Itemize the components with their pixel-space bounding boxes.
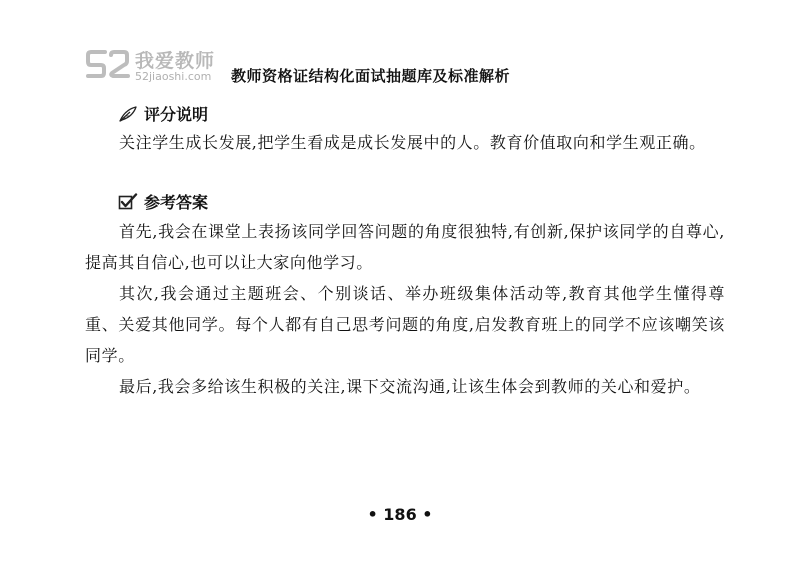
answer-paragraph-3: 最后,我会多给该生积极的关注,课下交流沟通,让该生体会到教师的关心和爱护。 <box>119 377 701 396</box>
scoring-paragraph: 关注学生成长发展,把学生看成是成长发展中的人。教育价值取向和学生观正确。 <box>119 133 706 152</box>
logo-url: 52jiaoshi.com <box>135 70 212 83</box>
page-header <box>85 44 725 94</box>
page-number: • 186 • <box>367 505 433 524</box>
site-logo <box>85 44 225 84</box>
logo-mark-icon <box>85 48 131 80</box>
answer-heading <box>118 190 208 213</box>
scoring-heading-label: 评分说明 <box>144 105 209 124</box>
answer-paragraph-1: 首先,我会在课堂上表扬该同学回答问题的角度很独特,有创新,保护该同学的自尊心,提高其自信心,也可以让大家向他学习。 <box>85 222 725 272</box>
answer-paragraph-2: 其次,我会通过主题班会、个别谈话、举办班级集体活动等,教育其他学生懂得尊重、关爱其他同学。每个人都有自己思考问题的角度,启发教育班上的同学不应该嘲笑该同学。 <box>85 284 725 365</box>
scoring-heading <box>118 102 208 125</box>
pen-icon <box>118 105 138 123</box>
answer-heading-label: 参考答案 <box>144 193 209 212</box>
book-title: 教师资格证结构化面试抽题库及标准解析 <box>231 67 511 85</box>
checkbox-checked-icon <box>118 193 138 211</box>
logo-name: 我爱教师 <box>135 50 216 72</box>
